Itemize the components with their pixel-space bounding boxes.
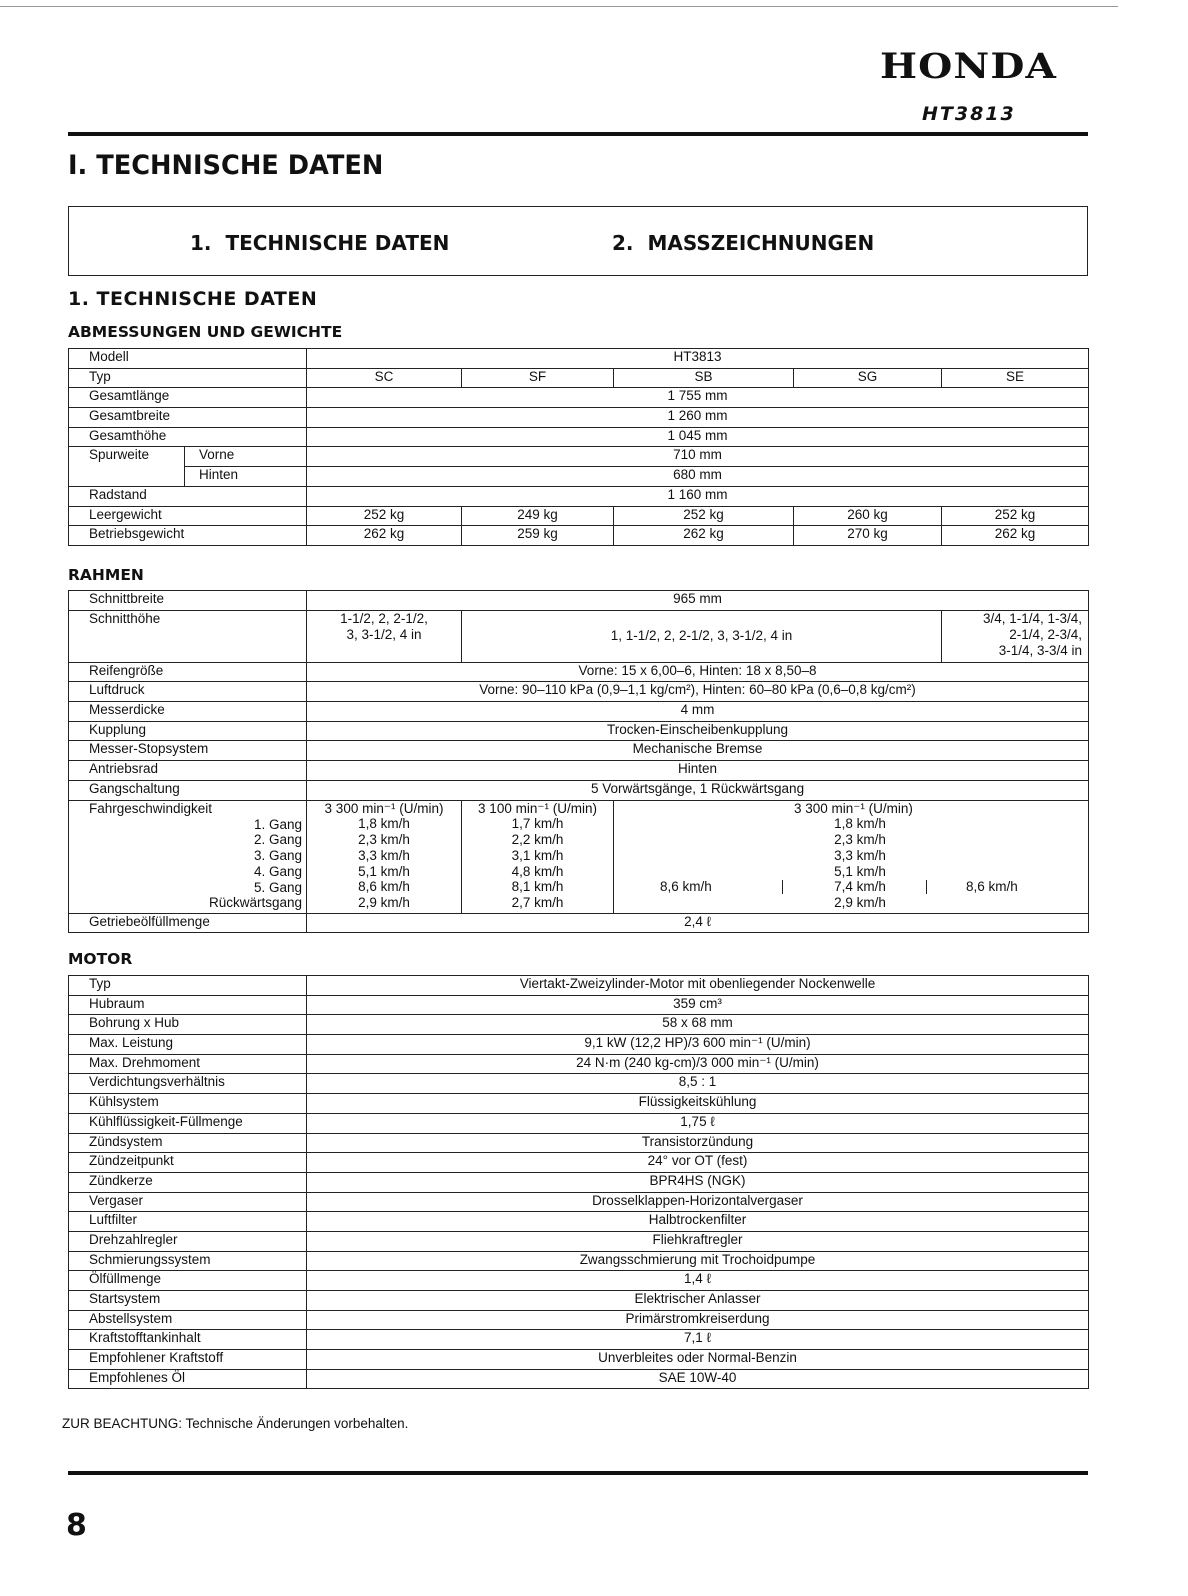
row-label: Kühlflüssigkeit-Füllmenge (69, 1113, 307, 1133)
row-label: Antriebsrad (69, 761, 307, 781)
type-cell: SB (614, 368, 794, 388)
table-row (69, 447, 1089, 467)
gear-label: 3. Gang (253, 848, 302, 864)
row-value: 259 kg (462, 526, 614, 546)
footnote: ZUR BEACHTUNG: Technische Änderungen vorbehalten. (62, 1416, 409, 1431)
table-row (69, 662, 1089, 682)
row-value: 1,4 ℓ (307, 1271, 1089, 1291)
row-label: Ölfüllmenge (69, 1271, 307, 1291)
row-label: Empfohlenes Öl (69, 1369, 307, 1389)
type-cell: SF (462, 368, 614, 388)
row-value: Drosselklappen-Horizontalvergaser (307, 1192, 1089, 1212)
row-value: Transistorzündung (307, 1133, 1089, 1153)
row-label: Max. Drehmoment (69, 1054, 307, 1074)
table-row (69, 1113, 1089, 1133)
row-value: Primärstromkreiserdung (307, 1310, 1089, 1330)
toc-item-1 (190, 231, 449, 255)
table-row (69, 761, 1089, 781)
row-value: Vorne: 90–110 kPa (0,9–1,1 kg/cm²), Hinten: 60–80 kPa (0,6–0,8 kg/cm²) (307, 682, 1089, 702)
speed-label-cell (69, 800, 307, 913)
table-row (69, 1054, 1089, 1074)
row-label: Typ (69, 976, 307, 996)
table-row (69, 1153, 1089, 1173)
table-row (69, 800, 1089, 913)
row-label: Typ (69, 368, 307, 388)
row-value: BPR4HS (NGK) (307, 1172, 1089, 1192)
row-value: 680 mm (307, 467, 1089, 487)
row-value: Unverbleites oder Normal-Benzin (307, 1350, 1089, 1370)
chapter-title: I. TECHNISCHE DATEN (68, 150, 384, 181)
table-row (69, 526, 1089, 546)
table-row (69, 1350, 1089, 1370)
row-value: Flüssigkeitskühlung (307, 1094, 1089, 1114)
cutting-height-mid: 1, 1-1/2, 2, 2-1/2, 3, 3-1/2, 4 in (462, 610, 942, 662)
table-row (69, 1251, 1089, 1271)
row-value: 9,1 kW (12,2 HP)/3 600 min⁻¹ (U/min) (307, 1035, 1089, 1055)
row-label: Kühlsystem (69, 1094, 307, 1114)
top-hairline (0, 6, 1118, 7)
row-value: 1 260 mm (307, 408, 1089, 428)
row-label: Messerdicke (69, 702, 307, 722)
row-value: 252 kg (614, 506, 794, 526)
table-row (69, 610, 1089, 662)
row-value: 710 mm (307, 447, 1089, 467)
speed-sf: 3 100 min⁻¹ (U/min) 1,7 km/h 2,2 km/h 3,1 km/h 4,8 km/h 8,1 km/h 2,7 km/h (462, 800, 614, 913)
speed-sg: 1,8 km/h 2,3 km/h 3,3 km/h 5,1 km/h 7,4 km/h 2,9 km/h (834, 816, 886, 911)
row-value: 260 kg (794, 506, 942, 526)
frame-heading: RAHMEN (68, 566, 144, 584)
gear-label: Rückwärtsgang (208, 895, 302, 911)
header-rule (68, 132, 1088, 136)
row-value: 1 045 mm (307, 427, 1089, 447)
row-value: Viertakt-Zweizylinder-Motor mit obenliegender Nockenwelle (307, 976, 1089, 996)
row-value: 262 kg (307, 526, 462, 546)
row-label: Luftdruck (69, 682, 307, 702)
table-row (69, 1035, 1089, 1055)
row-label: Drehzahlregler (69, 1231, 307, 1251)
engine-heading: MOTOR (68, 950, 133, 968)
row-label: Spurweite (69, 447, 185, 486)
row-value: 1 755 mm (307, 388, 1089, 408)
row-label: Verdichtungsverhältnis (69, 1074, 307, 1094)
row-label: Kraftstofftankinhalt (69, 1330, 307, 1350)
table-row (69, 591, 1089, 611)
row-value: 270 kg (794, 526, 942, 546)
table-row (69, 1310, 1089, 1330)
toc-item-number: 1. (190, 231, 212, 255)
row-label: Abstellsystem (69, 1310, 307, 1330)
speed-sb-fifth: 8,6 km/h (660, 879, 712, 895)
gear-label: 5. Gang (253, 879, 302, 895)
table-row (69, 1369, 1089, 1389)
table-row (69, 368, 1089, 388)
dimensions-table (68, 348, 1089, 546)
toc-item-2 (612, 231, 874, 255)
row-label: Radstand (69, 486, 307, 506)
row-value: Elektrischer Anlasser (307, 1291, 1089, 1311)
table-row (69, 408, 1089, 428)
type-cell: SC (307, 368, 462, 388)
row-sublabel: Vorne (185, 447, 307, 467)
row-value: 359 cm³ (307, 995, 1089, 1015)
row-label: Bohrung x Hub (69, 1015, 307, 1035)
row-label: Fahrgeschwindigkeit (89, 800, 213, 816)
footer-rule (68, 1471, 1088, 1475)
row-value: 1 160 mm (307, 486, 1089, 506)
row-value: SAE 10W-40 (307, 1369, 1089, 1389)
speed-se-fifth: 8,6 km/h (966, 879, 1018, 895)
row-label: Vergaser (69, 1192, 307, 1212)
engine-table (68, 975, 1089, 1389)
row-label: Max. Leistung (69, 1035, 307, 1055)
cutting-height-sc: 1-1/2, 2, 2-1/2, 3, 3-1/2, 4 in (307, 610, 462, 662)
row-value: 4 mm (307, 702, 1089, 722)
row-value: 8,5 : 1 (307, 1074, 1089, 1094)
table-row (69, 1192, 1089, 1212)
table-row (69, 702, 1089, 722)
row-value: 1,75 ℓ (307, 1113, 1089, 1133)
table-row (69, 1291, 1089, 1311)
separator-mark (926, 880, 927, 894)
type-cell: SE (942, 368, 1089, 388)
gear-label: 1. Gang (253, 816, 302, 832)
gear-label: 2. Gang (253, 832, 302, 848)
row-value: 24° vor OT (fest) (307, 1153, 1089, 1173)
gear-label: 4. Gang (253, 863, 302, 879)
row-value: 262 kg (614, 526, 794, 546)
table-row (69, 1015, 1089, 1035)
row-label: Messer-Stopsystem (69, 741, 307, 761)
dimensions-heading: ABMESSUNGEN UND GEWICHTE (68, 323, 343, 341)
row-value: Vorne: 15 x 6,00–6, Hinten: 18 x 8,50–8 (307, 662, 1089, 682)
cutting-height-se: 3/4, 1-1/4, 1-3/4, 2-1/4, 2-3/4, 3-1/4, 3-3/4 in (942, 610, 1089, 662)
honda-logo: HONDA (880, 46, 1058, 87)
table-row (69, 1133, 1089, 1153)
table-row (69, 682, 1089, 702)
speed-sc: 3 300 min⁻¹ (U/min) 1,8 km/h 2,3 km/h 3,3 km/h 5,1 km/h 8,6 km/h 2,9 km/h (307, 800, 462, 913)
model-label: HT3813 (922, 103, 1016, 125)
toc-item-label: TECHNISCHE DATEN (225, 231, 450, 255)
row-value: Fliehkraftregler (307, 1231, 1089, 1251)
table-row (69, 1330, 1089, 1350)
table-row (69, 486, 1089, 506)
row-value: 7,1 ℓ (307, 1330, 1089, 1350)
type-cell: SG (794, 368, 942, 388)
row-label: Zündzeitpunkt (69, 1153, 307, 1173)
frame-table (68, 590, 1089, 933)
table-row (69, 349, 1089, 369)
table-row (69, 1094, 1089, 1114)
row-value: 5 Vorwärtsgänge, 1 Rückwärtsgang (307, 780, 1089, 800)
row-label: Schnittbreite (69, 591, 307, 611)
table-row (69, 506, 1089, 526)
table-row (69, 1172, 1089, 1192)
row-label: Gesamtbreite (69, 408, 307, 428)
row-value: Halbtrockenfilter (307, 1212, 1089, 1232)
table-row (69, 741, 1089, 761)
toc-item-label: MASSZEICHNUNGEN (647, 231, 875, 255)
table-row (69, 780, 1089, 800)
row-label: Betriebsgewicht (69, 526, 307, 546)
row-value: HT3813 (307, 349, 1089, 369)
row-value: 262 kg (942, 526, 1089, 546)
row-label: Modell (69, 349, 307, 369)
row-value: Zwangsschmierung mit Trochoidpumpe (307, 1251, 1089, 1271)
row-value: 2,4 ℓ (307, 913, 1089, 933)
row-label: Luftfilter (69, 1212, 307, 1232)
table-row (69, 467, 1089, 487)
table-row (69, 976, 1089, 996)
table-row (69, 995, 1089, 1015)
row-label: Leergewicht (69, 506, 307, 526)
table-row (69, 1231, 1089, 1251)
row-value: Trocken-Einscheibenkupplung (307, 721, 1089, 741)
row-label: Gesamtlänge (69, 388, 307, 408)
table-row (69, 1074, 1089, 1094)
row-value: 249 kg (462, 506, 614, 526)
row-label: Getriebeölfüllmenge (69, 913, 307, 933)
row-label: Schnitthöhe (69, 610, 307, 662)
row-label: Hubraum (69, 995, 307, 1015)
row-label: Reifengröße (69, 662, 307, 682)
row-value: 58 x 68 mm (307, 1015, 1089, 1035)
table-row (69, 388, 1089, 408)
row-label: Empfohlener Kraftstoff (69, 1350, 307, 1370)
row-value: 252 kg (307, 506, 462, 526)
row-value: 24 N·m (240 kg-cm)/3 000 min⁻¹ (U/min) (307, 1054, 1089, 1074)
separator-mark (782, 880, 783, 894)
row-label: Startsystem (69, 1291, 307, 1311)
row-label: Zündkerze (69, 1172, 307, 1192)
row-label: Schmierungssystem (69, 1251, 307, 1271)
row-value: 252 kg (942, 506, 1089, 526)
row-label: Gangschaltung (69, 780, 307, 800)
row-sublabel: Hinten (185, 467, 307, 487)
toc-item-number: 2. (612, 231, 634, 255)
row-value: Hinten (307, 761, 1089, 781)
table-row (69, 427, 1089, 447)
table-row (69, 1212, 1089, 1232)
table-row (69, 1271, 1089, 1291)
table-row (69, 913, 1089, 933)
row-label: Zündsystem (69, 1133, 307, 1153)
page-number: 8 (66, 1508, 87, 1543)
speed-sb-sg-se: 3 300 min⁻¹ (U/min) 1,8 km/h 2,3 km/h 3,3 km/h 5,1 km/h 7,4 km/h 2,9 km/h 8,6 km/h 8,6 km/h (614, 800, 1089, 913)
row-label: Gesamthöhe (69, 427, 307, 447)
row-value: Mechanische Bremse (307, 741, 1089, 761)
table-row (69, 721, 1089, 741)
section-title: 1. TECHNISCHE DATEN (68, 288, 318, 310)
row-value: 965 mm (307, 591, 1089, 611)
row-label: Kupplung (69, 721, 307, 741)
